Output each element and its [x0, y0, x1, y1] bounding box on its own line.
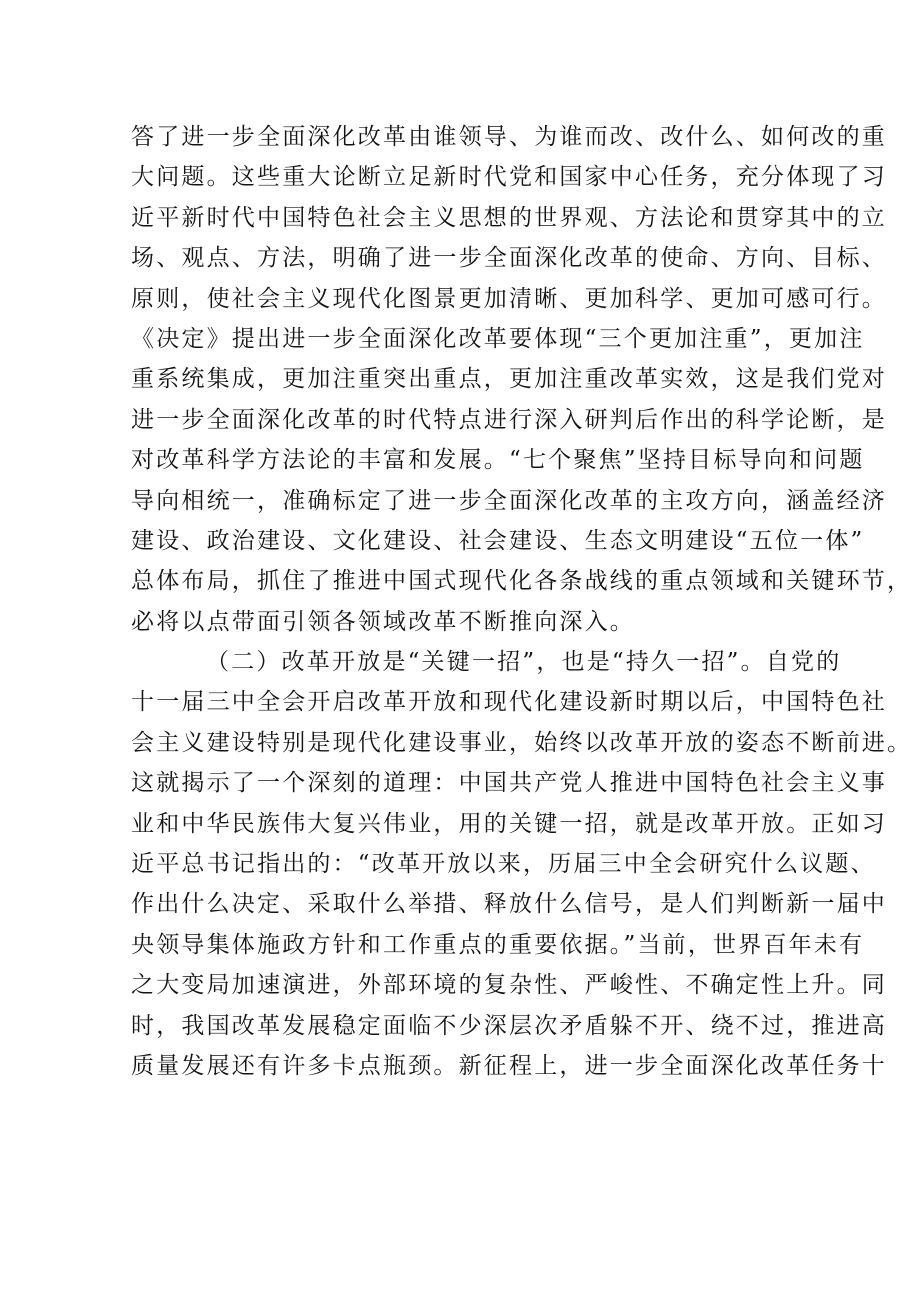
text-line: 《决定》提出进一步全面深化改革要体现“三个更加注重”，更加注 — [131, 325, 865, 352]
text-line: 对改革科学方法论的丰富和发展。“七个聚焦”坚持目标导向和问题 — [131, 447, 865, 474]
text-line: 十一届三中全会开启改革开放和现代化建设新时期以后，中国特色社 — [131, 689, 887, 716]
text-line: 建设、政治建设、文化建设、社会建设、生态文明建设“五位一体” — [131, 527, 865, 554]
text-line: 近平新时代中国特色社会主义思想的世界观、方法论和贯穿其中的立 — [131, 204, 887, 231]
text-line: 这就揭示了一个深刻的道理：中国共产党人推进中国特色社会主义事 — [131, 770, 887, 797]
text-line: 大问题。这些重大论断立足新时代党和国家中心任务，充分体现了习 — [131, 164, 887, 191]
text-line: 业和中华民族伟大复兴伟业，用的关键一招，就是改革开放。正如习 — [131, 810, 887, 837]
text-line: 总体布局，抓住了推进中国式现代化各条战线的重点领域和关键环节， — [131, 568, 913, 595]
text-line: 场、观点、方法，明确了进一步全面深化改革的使命、方向、目标、 — [131, 245, 887, 272]
text-line: 之大变局加速演进，外部环境的复杂性、严峻性、不确定性上升。同 — [131, 972, 887, 999]
text-line: 近平总书记指出的：“改革开放以来，历届三中全会研究什么议题、 — [131, 851, 876, 878]
text-line: 导向相统一，准确标定了进一步全面深化改革的主攻方向，涵盖经济 — [131, 487, 887, 514]
text-line: 原则，使社会主义现代化图景更加清晰、更加科学、更加可感可行。 — [131, 285, 887, 312]
text-line: 央领导集体施政方针和工作重点的重要依据。”当前，世界百年未有 — [131, 931, 865, 958]
text-line: 进一步全面深化改革的时代特点进行深入研判后作出的科学论断，是 — [131, 406, 887, 433]
text-line: 时，我国改革发展稳定面临不少深层次矛盾躲不开、绕不过，推进高 — [131, 1012, 887, 1039]
text-line: 答了进一步全面深化改革由谁领导、为谁而改、改什么、如何改的重 — [131, 124, 887, 150]
text-line: 质量发展还有许多卡点瓶颈。新征程上，进一步全面深化改革任务十 — [131, 1052, 887, 1079]
text-line: 重系统集成，更加注重突出重点，更加注重改革实效，这是我们党对 — [131, 366, 887, 393]
section-heading-line: （二）改革开放是“关键一招”，也是“持久一招”。自党的 — [206, 649, 842, 676]
text-line: 会主义建设特别是现代化建设事业，始终以改革开放的姿态不断前进。 — [131, 729, 913, 756]
text-line: 作出什么决定、采取什么举措、释放什么信号，是人们判断新一届中 — [131, 891, 887, 918]
document-body — [131, 117, 913, 1086]
paragraph-end-line: 必将以点带面引领各领域改革不断推向深入。 — [131, 608, 635, 635]
